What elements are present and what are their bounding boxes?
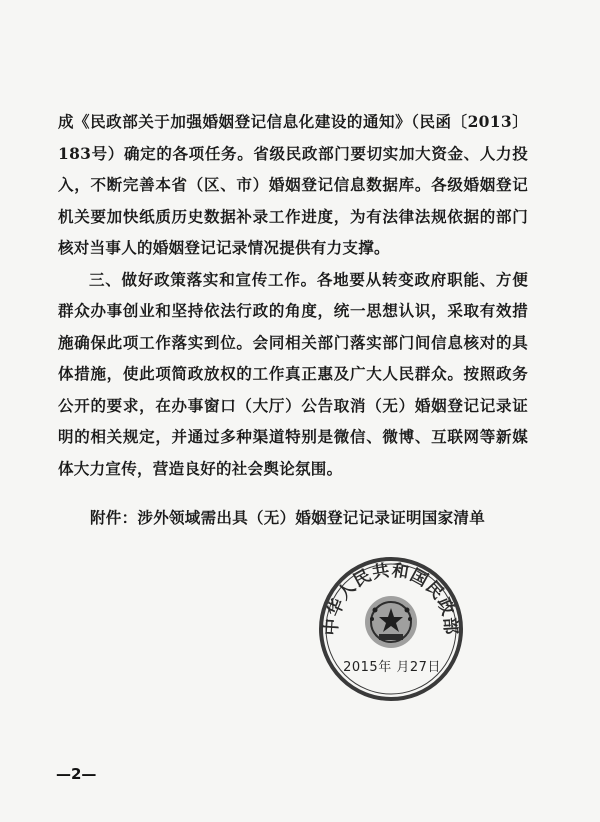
document-body (58, 106, 528, 484)
page-number: —2— (56, 765, 97, 783)
body-paragraph-section-three: 三、做好政策落实和宣传工作。各地要从转变政府职能、方便群众办事创业和坚持依法行政的角度，统一思想认识，采取有效措施确保此项工作落实到位。会同相关部门落实部门间信息核对的具体措施，使此项简政放权的工作真正惠及广大人民群众。按照政务公开的要求，在办事窗口（大厅）公告取消（无）婚姻登记记录证明的相关规定，并通过多种渠道特别是微信、微博、互联网等新媒体大力宣传，营造良好的社会舆论氛围。 (58, 269, 528, 478)
official-seal (318, 556, 464, 702)
body-paragraph-continuation: 成《民政部关于加强婚姻登记信息化建设的通知》（民函〔2013〕183号）确定的各项任务。省级民政部门要切实加大资金、人力投入，不断完善本省（区、市）婚姻登记信息数据库。各级婚姻登记机关要加快纸质历史数据补录工作进度，为有法律法规依据的部门核对当事人的婚姻登记记录情况提供有力支撑。 (58, 112, 528, 257)
attachment-line: 附件：涉外领域需出具（无）婚姻登记记录证明国家清单 (90, 508, 486, 527)
national-emblem-icon (365, 596, 417, 648)
seal-date: 2015年 月27日 (343, 660, 441, 675)
seal-ring-text: 中华人民共和国民政部 (321, 560, 461, 637)
